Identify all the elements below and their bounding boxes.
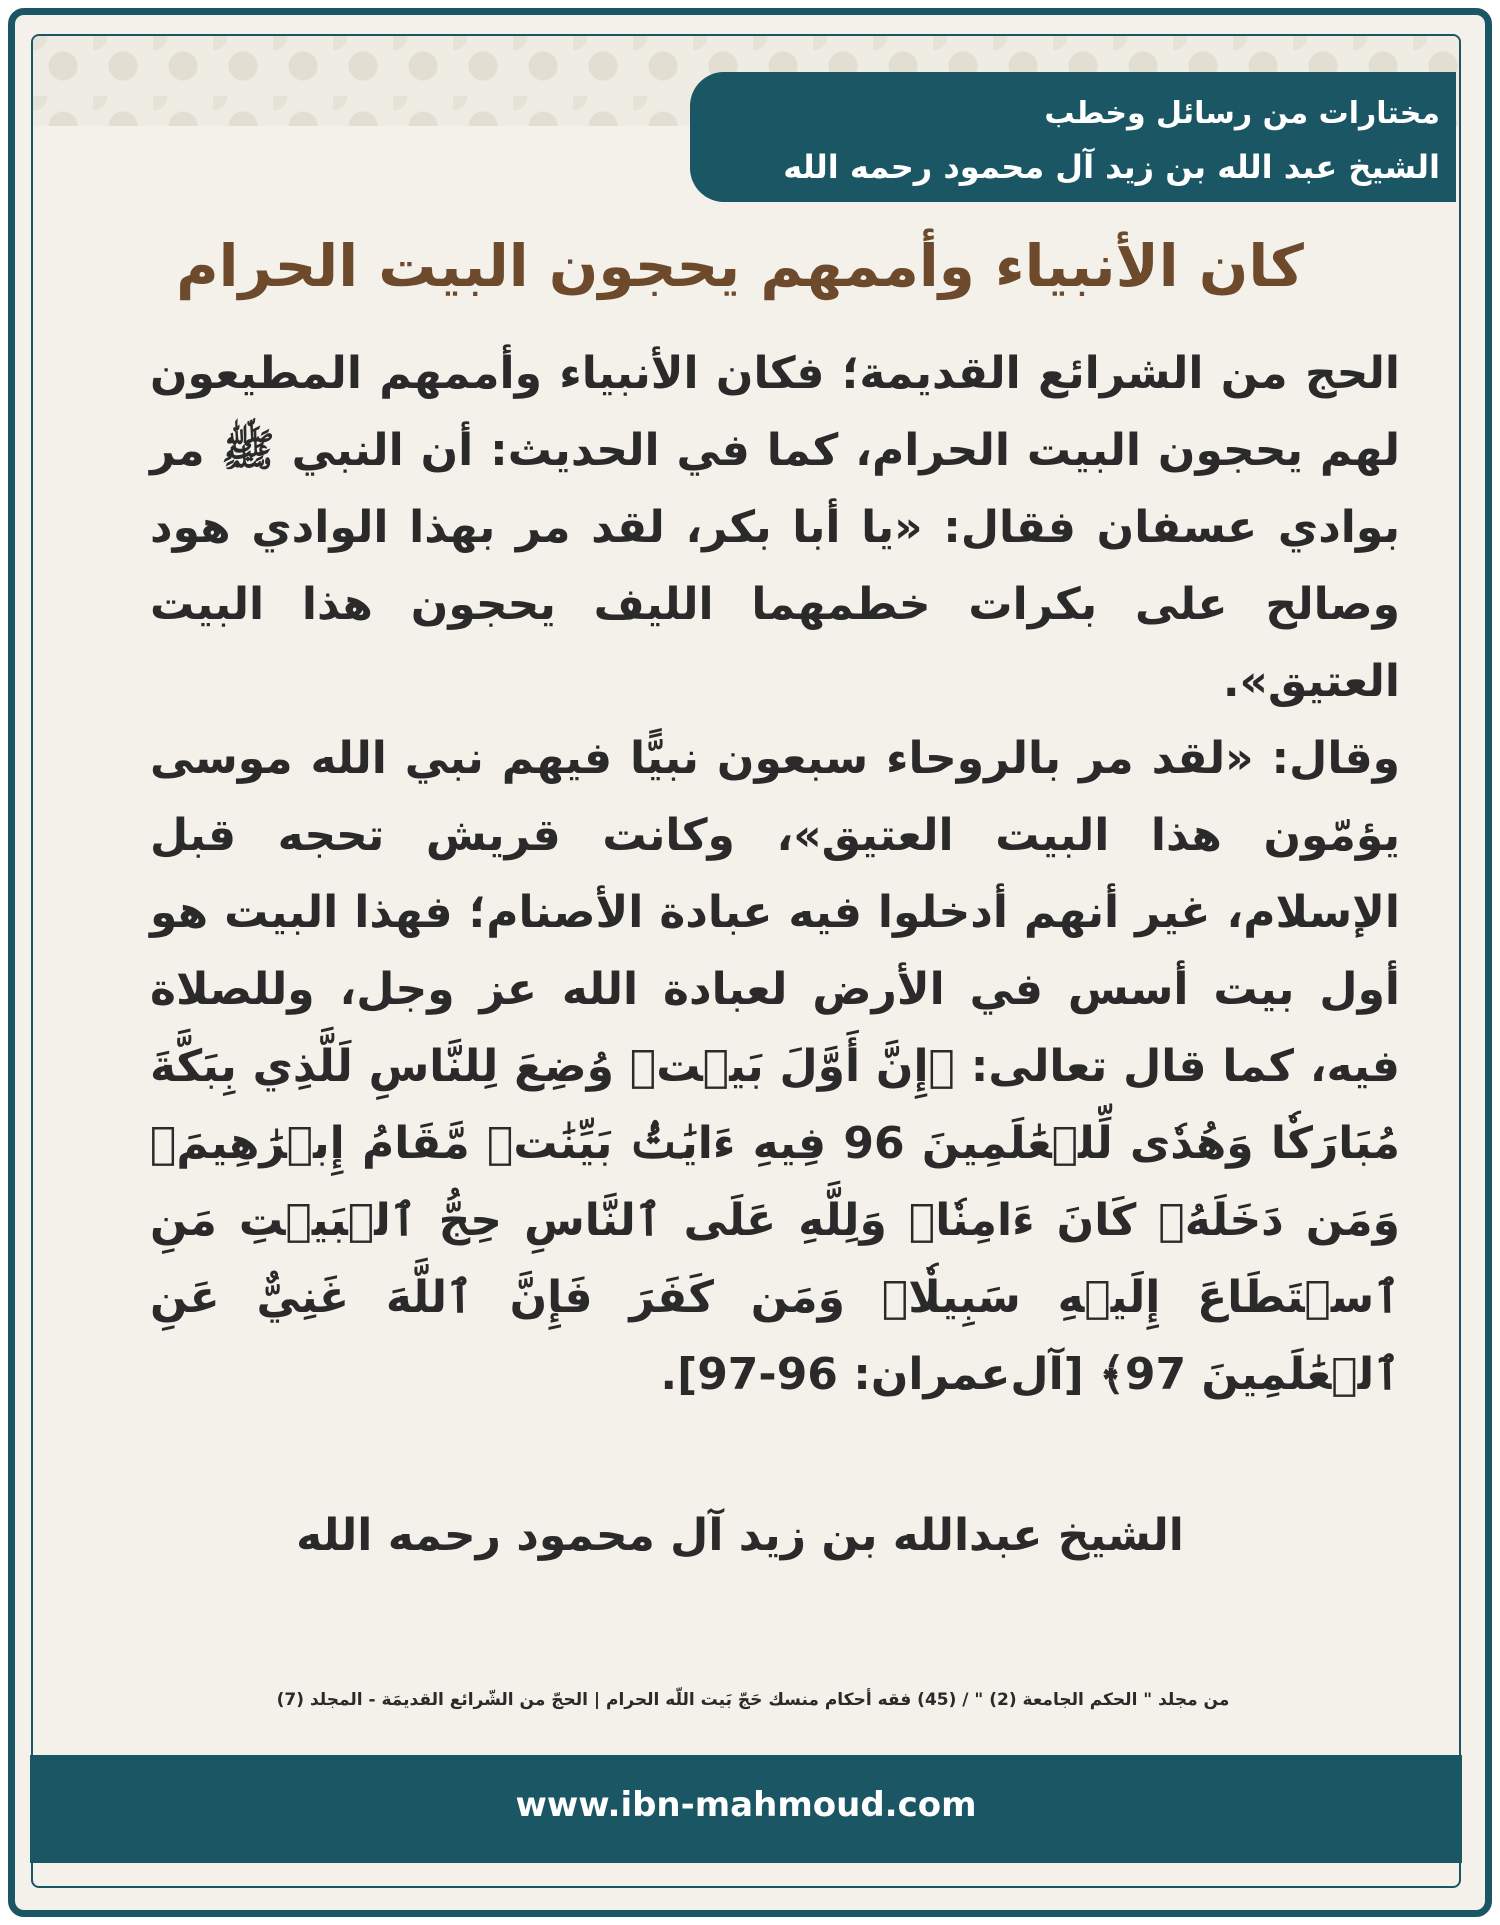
source-note: من مجلد " الحكم الجامعة (2) " / (45) فقه أحكام منسك حَجّ بَيت اللّه الحرام | الحجّ من الشّرائع القديمَة - المجلد (7) [276,1690,1230,1710]
paragraph: الحج من الشرائع القديمة؛ فكان الأنبياء وأممهم المطيعون لهم يحجون البيت الحرام، كما في الحديث: أن النبي ﷺ مر بوادي عسفان فقال: «يا أبا بكر، لقد مر بهذا الوادي هود وصالح على بكرات خطمهما الليف يحجون هذا البيت العتيق». [150,348,1400,707]
website-link[interactable]: www.ibn-mahmoud.com [515,1785,977,1825]
author-signature: الشيخ عبدالله بن زيد آل محمود رحمه الله [296,1510,1184,1561]
series-author: الشيخ عبد الله بن زيد آل محمود رحمه الله [783,148,1440,186]
article-title: كان الأنبياء وأممهم يحجون البيت الحرام [176,232,1304,300]
paragraph: وقال: «لقد مر بالروحاء سبعون نبيًّا فيهم نبي الله موسى يؤمّون هذا البيت العتيق»، وكانت قريش تحجه قبل الإسلام، غير أنهم أدخلوا فيه عبادة الأصنام؛ فهذا البيت هو أول بيت أسس في الأرض لعبادة الله عز وجل، وللصلاة فيه، كما قال تعالى: ﴿إِنَّ أَوَّلَ بَيۡتٖ وُضِعَ لِلنَّاسِ لَلَّذِي بِبَكَّةَ مُبَارَكٗا وَهُدٗى لِّلۡعَٰلَمِينَ 96 فِيهِ ءَايَٰتُۢ بَيِّنَٰتٞ مَّقَامُ إِبۡرَٰهِيمَۖ وَمَن دَخَلَهُۥ كَانَ ءَامِنٗاۗ وَلِلَّهِ عَلَى ٱلنَّاسِ حِجُّ ٱلۡبَيۡتِ مَنِ ٱسۡتَطَاعَ إِلَيۡهِ سَبِيلٗاۚ وَمَن كَفَرَ فَإِنَّ ٱللَّهَ غَنِيٌّ عَنِ ٱلۡعَٰلَمِينَ 97﴾ [آل‌عمران: 96-97]. [150,733,1400,1400]
series-title: مختارات من رسائل وخطب [1044,96,1440,131]
article-body [150,335,1400,1415]
